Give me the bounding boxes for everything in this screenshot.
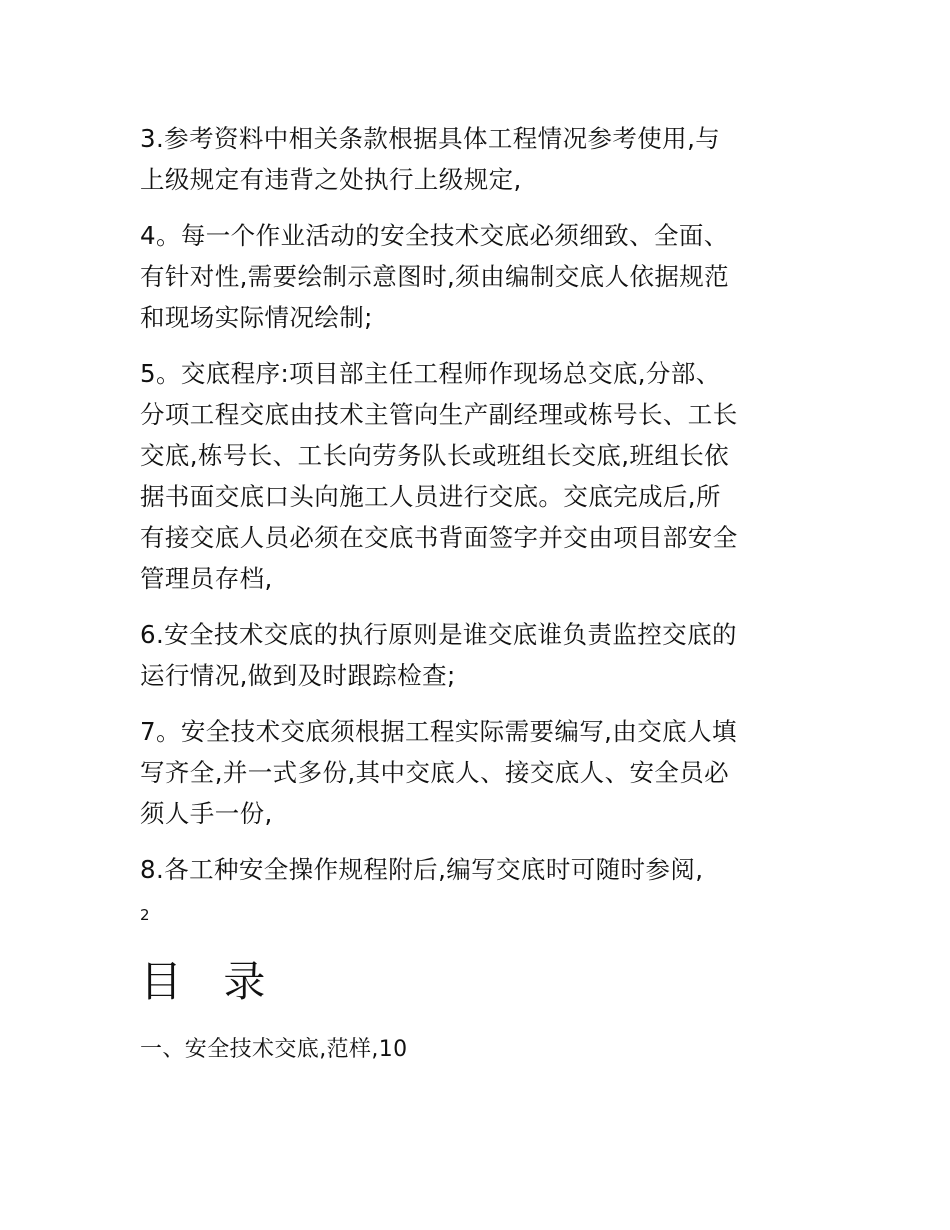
paragraph-4: 4。每一个作业活动的安全技术交底必须细致、全面、 有针对性,需要绘制示意图时,须由编制交底人依据规范 和现场实际情况绘制; [140,221,730,332]
paragraph-8: 8.各工种安全操作规程附后,编写交底时可随时参阅, [140,855,704,884]
paragraph-3: 3.参考资料中相关条款根据具体工程情况参考使用,与 上级规定有违背之处执行上级规定, [140,124,721,194]
paragraph-5: 5。交底程序:项目部主任工程师作现场总交底,分部、 分项工程交底由技术主管向生产副经理或栋号长、工长 交底,栋号长、工长向劳务队长或班组长交底,班组长依 据书面交底口头向施工人员进行交底。交底完成后,所 有接交底人员必须在交底书背面签字并交由项目部安全 管理员存档, [140,359,738,593]
toc-item: 一、安全技术交底,范样,10 [140,1037,408,1063]
document-page [140,118,830,1065]
page-number: 2 [140,906,150,924]
paragraph-6: 6.安全技术交底的执行原则是谁交底谁负责监控交底的 运行情况,做到及时跟踪检查; [140,620,737,690]
paragraph-7: 7。安全技术交底须根据工程实际需要编写,由交底人填 写齐全,并一式多份,其中交底人、接交底人、安全员必 须人手一份, [140,717,737,828]
toc-title: 目 录 [140,957,280,1006]
